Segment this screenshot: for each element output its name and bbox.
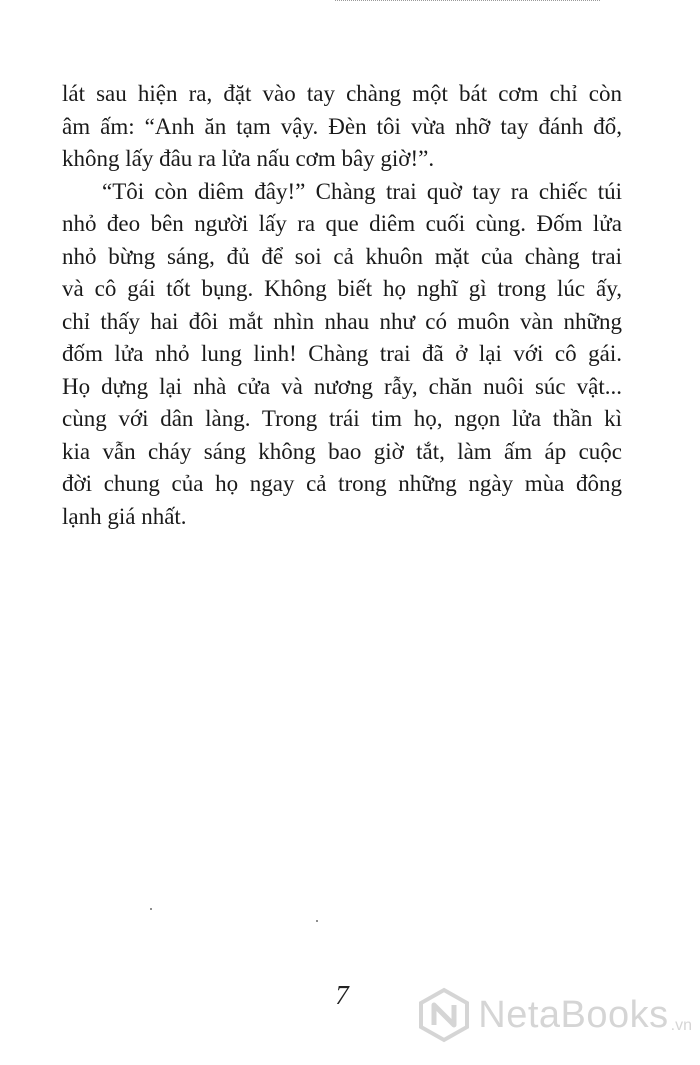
text-line: kia vẫn cháy sáng không bao giờ tắt, làm ấm áp cuộc <box>62 438 622 464</box>
text-line: đốm lửa nhỏ lung linh! Chàng trai đã ở lại với cô gái. <box>62 341 622 366</box>
text-line: nhỏ đeo bên người lấy ra que diêm cuối cùng. Đốm lửa <box>62 211 622 236</box>
watermark-suffix: .vn <box>670 1017 692 1034</box>
text-line: chỉ thấy hai đôi mắt nhìn nhau như có muôn vàn những <box>62 308 622 334</box>
text-line: lạnh giá nhất. <box>62 503 187 529</box>
page-number: 7 <box>335 980 349 1010</box>
text-line: không lấy đâu ra lửa nấu cơm bây giờ!”. <box>62 146 435 171</box>
text-line: nhỏ bừng sáng, đủ để soi cả khuôn mặt của chàng trai <box>62 243 622 269</box>
paragraph-1 <box>62 78 622 176</box>
scan-speck <box>150 908 152 910</box>
text-line: Họ dựng lại nhà cửa và nương rẫy, chăn nuôi súc vật... <box>62 373 622 399</box>
watermark <box>416 987 692 1043</box>
text-line: âm ấm: “Anh ăn tạm vậy. Đèn tôi vừa nhỡ tay đánh đổ, <box>62 113 622 139</box>
scan-speck <box>316 920 318 922</box>
body-text <box>62 78 622 533</box>
watermark-brand: NetaBooks <box>478 993 669 1036</box>
text-line: lát sau hiện ra, đặt vào tay chàng một bát cơm chỉ còn <box>62 81 622 106</box>
paragraph-2 <box>62 176 622 534</box>
text-line: cùng với dân làng. Trong trái tim họ, ngọn lửa thần kì <box>62 406 622 431</box>
text-line: và cô gái tốt bụng. Không biết họ nghĩ gì trong lúc ấy, <box>62 276 622 301</box>
netabooks-logo-icon <box>416 987 472 1043</box>
text-line: “Tôi còn diêm đây!” Chàng trai quờ tay ra chiếc túi <box>102 178 622 204</box>
header-divider <box>335 0 600 6</box>
text-line: đời chung của họ ngay cả trong những ngày mùa đông <box>62 471 622 496</box>
